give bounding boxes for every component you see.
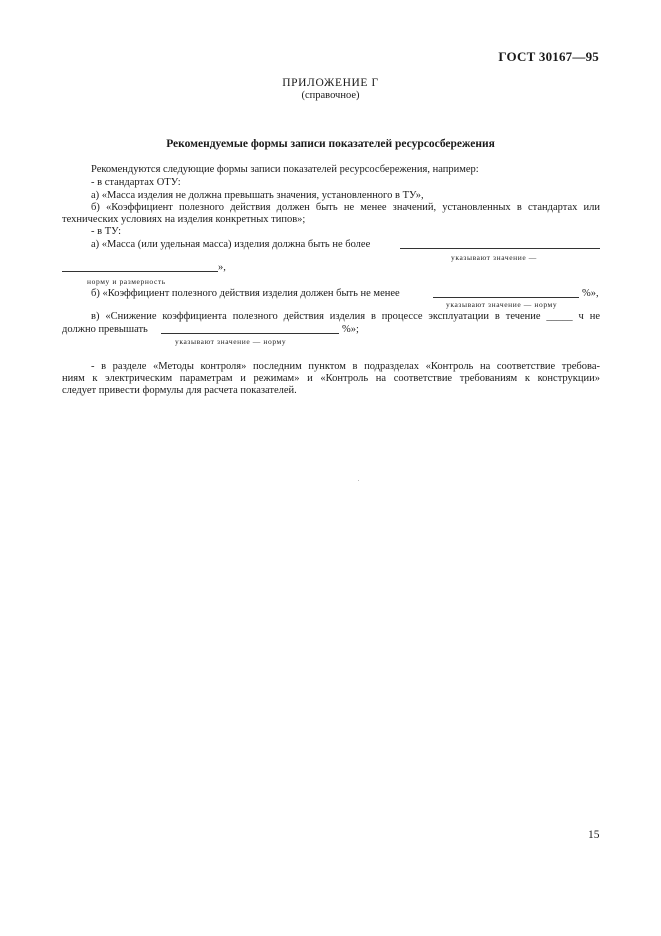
tu-label: - в ТУ: [91, 226, 122, 237]
otu-label: - в стандартах ОТУ: [91, 177, 181, 188]
page-number: 15 [588, 829, 600, 841]
scan-speck [358, 480, 359, 481]
tu-item-b-blank [433, 297, 579, 298]
tu-item-a-blank-2 [62, 271, 218, 272]
otu-item-b-line2: технических условиях на изделия конкретных типов»; [62, 214, 306, 225]
intro-paragraph: Рекомендуются следующие формы записи показателей ресурсосбережения, например: [91, 164, 479, 175]
tu-item-c-hint: указывают значение — норму [175, 337, 287, 346]
appendix-subtitle: (справочное) [301, 90, 360, 101]
tu-item-a: а) «Масса (или удельная масса) изделия должна быть не более [91, 239, 371, 250]
tu-item-c-line1: в) «Снижение коэффициента полезного действия изделия в процессе эксплуатации в течение _____ ч не [91, 311, 600, 322]
methods-line3: следует привести формулы для расчета показателей. [62, 385, 297, 396]
tu-item-a-blank [400, 248, 600, 249]
tu-item-b-hint: указывают значение — норму [446, 300, 558, 309]
tu-item-b-end: %», [582, 288, 599, 299]
standard-number: ГОСТ 30167—95 [498, 49, 599, 64]
tu-item-a-end: », [218, 262, 226, 273]
appendix-title: ПРИЛОЖЕНИЕ Г [282, 77, 379, 89]
otu-item-a: а) «Масса изделия не должна превышать значения, установленного в ТУ», [91, 190, 424, 201]
appendix-heading: Рекомендуемые формы записи показателей ресурсосбережения [166, 138, 495, 150]
tu-item-a-hint-2: норму и размерность [87, 277, 166, 286]
tu-item-c-end: %»; [342, 324, 359, 335]
methods-line2: ниям к электрическим параметрам и режимам» и «Контроль на соответствие требованиям к конструкции» [62, 373, 600, 384]
tu-item-c-blank [161, 333, 339, 334]
tu-item-c-line2: должно превышать [62, 324, 148, 335]
otu-item-b-line1: б) «Коэффициент полезного действия должен быть не менее значений, установленных в стандартах или [91, 202, 600, 213]
tu-item-a-hint: указывают значение — [451, 253, 537, 262]
tu-item-b: б) «Коэффициент полезного действия изделия должен быть не менее [91, 288, 400, 299]
methods-line1: - в разделе «Методы контроля» последним пунктом в подразделах «Контроль на соответствие требова- [91, 361, 600, 372]
